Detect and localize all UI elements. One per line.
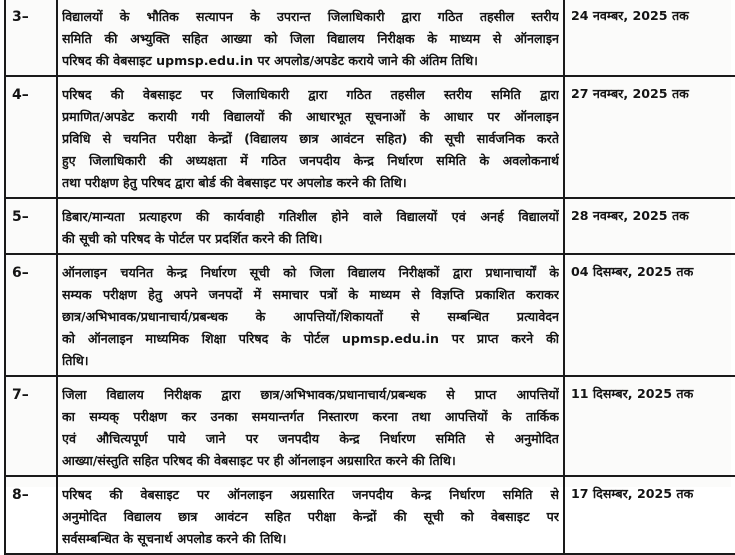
serial-cell: [5, 0, 57, 76]
description-line: समिति की अभ्युक्ति सहित आख्या को जिला विद्यालय निरीक्षक के माध्यम से ऑनलाइन: [62, 31, 559, 46]
table-row: [5, 376, 735, 476]
description-cell: [57, 376, 564, 476]
description-line: परिषद की वेबसाइट पर जिलाधिकारी द्वारा गठित तहसील स्तरीय समिति द्वारा: [62, 87, 559, 102]
description-line: ऑनलाइन चयनित केन्द्र निर्धारण सूची को जिला विद्यालय निरीक्षकों द्वारा प्रधानाचार्यों के: [62, 265, 559, 280]
serial-cell: [5, 198, 57, 254]
table-row: [5, 476, 735, 554]
description-line: को ऑनलाइन माध्यमिक शिक्षा परिषद के पोर्टल upmsp.edu.in पर प्राप्त करने की: [62, 331, 559, 346]
serial-cell: [5, 476, 57, 554]
serial-cell: [5, 376, 57, 476]
serial-number: 5–: [12, 209, 29, 225]
description-line: प्रविधि से चयनित परीक्षा केन्द्रों (विद्यालय छात्र आवंटन सहित) की सूची सार्वजनिक करते: [62, 131, 559, 146]
deadline-date: 27 नवम्बर, 2025 तक: [571, 86, 689, 101]
deadline-date: 24 नवम्बर, 2025 तक: [571, 8, 689, 23]
description-line: प्रमाणित/अपडेट करायी गयी विद्यालयों की आधारभूत सूचनाओं के आधार पर ऑनलाइन: [62, 109, 559, 124]
date-cell: [564, 254, 735, 376]
deadline-date: 17 दिसम्बर, 2025 तक: [571, 486, 694, 501]
description-line: आख्या/संस्तुति सहित परिषद की वेबसाइट पर ही ऑनलाइन अग्रसारित करने की तिथि।: [62, 453, 456, 468]
description-line: एवं औचित्यपूर्ण पाये जाने पर जनपदीय केन्द्र निर्धारण समिति से अनुमोदित: [62, 431, 559, 446]
document-sheet: [4, 0, 731, 546]
deadline-date: 11 दिसम्बर, 2025 तक: [571, 386, 694, 401]
description-line: विद्यालयों के भौतिक सत्यापन के उपरान्त जिलाधिकारी द्वारा गठित तहसील स्तरीय: [62, 9, 559, 24]
date-cell: [564, 0, 735, 76]
description-line: सर्वसम्बन्धित के सूचनार्थ अपलोड करने की तिथि।: [62, 531, 287, 546]
description-line: तिथि।: [62, 353, 89, 368]
date-cell: [564, 376, 735, 476]
deadline-date: 28 नवम्बर, 2025 तक: [571, 208, 689, 223]
description-line: परिषद की वेबसाइट पर ऑनलाइन अग्रसारित जनपदीय केन्द्र निर्धारण समिति से: [62, 487, 559, 502]
description-line: अनुमोदित विद्यालय छात्र आवंटन सहित परीक्षा केन्द्रों की सूची को वेबसाइट पर: [62, 509, 559, 524]
description-line: डिबार/मान्यता प्रत्याहरण की कार्यवाही गतिशील होने वाले विद्यालयों एवं अनर्ह विद्यालयों: [62, 209, 559, 224]
description-line: परिषद की वेबसाइट upmsp.edu.in पर अपलोड/अपडेट कराये जाने की अंतिम तिथि।: [62, 53, 478, 68]
schedule-table: [4, 0, 735, 555]
table-row: [5, 76, 735, 198]
description-cell: [57, 476, 564, 554]
table-row: [5, 0, 735, 76]
description-line: तथा परीक्षण हेतु परिषद द्वारा बोर्ड की वेबसाइट पर अपलोड करने की तिथि।: [62, 175, 407, 190]
description-line: सम्यक परीक्षण हेतु अपने जनपदों में समाचार पत्रों के माध्यम से विज्ञप्ति प्रकाशित कराकर: [62, 287, 559, 302]
description-line: की सूची को परिषद के पोर्टल पर प्रदर्शित करने की तिथि।: [62, 231, 323, 246]
serial-cell: [5, 254, 57, 376]
serial-cell: [5, 76, 57, 198]
serial-number: 8–: [12, 487, 29, 503]
serial-number: 6–: [12, 265, 29, 281]
serial-number: 4–: [12, 87, 29, 103]
date-cell: [564, 198, 735, 254]
date-cell: [564, 76, 735, 198]
description-line: का सम्यक् परीक्षण कर उनका समयान्तर्गत निस्तारण करना तथा आपत्तियों के तार्किक: [62, 409, 559, 424]
serial-number: 7–: [12, 387, 29, 403]
date-cell: [564, 476, 735, 554]
deadline-date: 04 दिसम्बर, 2025 तक: [571, 264, 694, 279]
description-cell: [57, 254, 564, 376]
description-cell: [57, 0, 564, 76]
description-line: जिला विद्यालय निरीक्षक द्वारा छात्र/अभिभावक/प्रधानाचार्य/प्रबन्धक से प्राप्त आपत्तियों: [62, 387, 559, 402]
description-line: छात्र/अभिभावक/प्रधानाचार्य/प्रबन्धक के आपत्तियों/शिकायतों से सम्बन्धित प्रत्यावेदन: [62, 309, 559, 324]
description-cell: [57, 198, 564, 254]
description-line: हुए जिलाधिकारी की अध्यक्षता में गठित जनपदीय केन्द्र निर्धारण समिति के अवलोकनार्थ: [62, 153, 559, 168]
table-row: [5, 254, 735, 376]
table-row: [5, 198, 735, 254]
description-cell: [57, 76, 564, 198]
serial-number: 3–: [12, 9, 29, 25]
